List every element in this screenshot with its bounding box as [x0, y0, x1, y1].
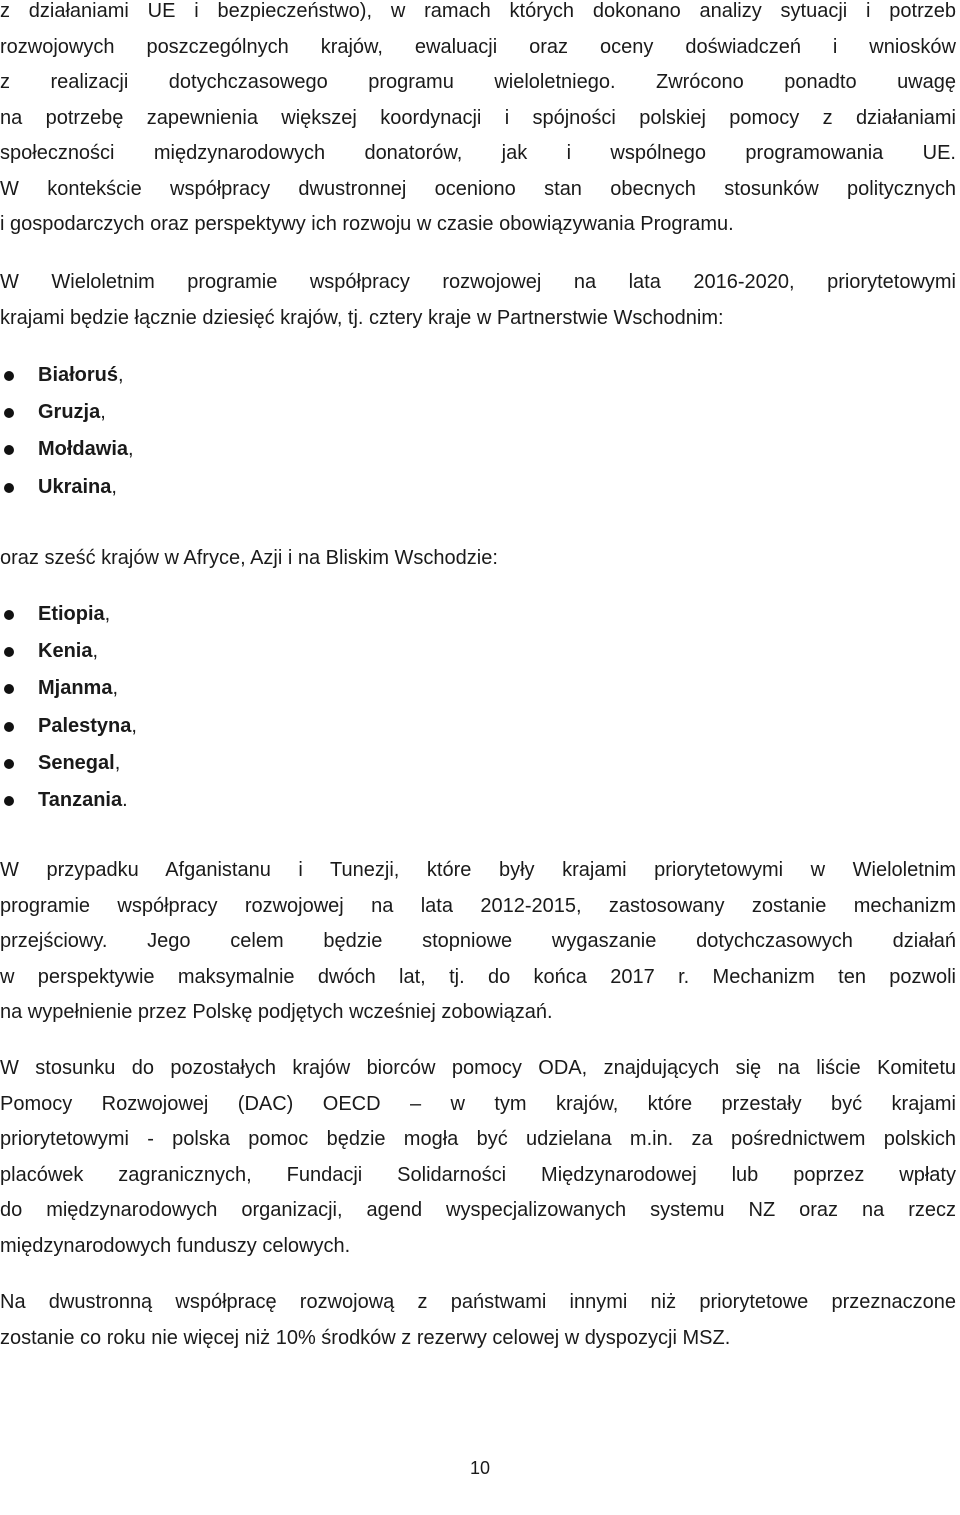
country-name: Etiopia, [38, 603, 111, 625]
country-name: Gruzja, [38, 401, 106, 424]
country-name: Mjanma, [38, 677, 119, 700]
paragraph-transition-mechanism [0, 853, 956, 1031]
text-line: z działaniami UE i bezpieczeństwo), w ramach których dokonano analizy sytuacji i potrzeb [0, 0, 956, 22]
paragraph-other-oda-recipients [0, 1051, 956, 1264]
paragraph-funding-limit [0, 1285, 956, 1356]
page-number: 10 [469, 1458, 491, 1478]
bullet-icon [4, 796, 14, 806]
text-line: na potrzebę zapewnienia większej koordynacji i spójności polskiej pomocy z działaniami [0, 106, 956, 129]
bullet-icon [4, 759, 14, 769]
country-name: Mołdawia, [38, 438, 134, 461]
text-line: do międzynarodowych organizacji, agend wyspecjalizowanych systemu NZ oraz na rzecz [0, 1199, 956, 1221]
country-name: Ukraina, [38, 475, 117, 498]
text-line: W kontekście współpracy dwustronnej oceniono stan obecnych stosunków politycznych [0, 177, 956, 200]
text-line: zostanie co roku nie więcej niż 10% środków z rezerwy celowej w dyspozycji MSZ. [0, 1326, 731, 1349]
text-line: na wypełnienie przez Polskę podjętych wcześniej zobowiązań. [0, 1001, 553, 1023]
text-line: przejściowy. Jego celem będzie stopniowe wygaszanie dotychczasowych działań [0, 930, 956, 952]
paragraph-priority-countries [0, 265, 956, 336]
text-line: W stosunku do pozostałych krajów biorców pomocy ODA, znajdujących się na liście Komitetu [0, 1057, 956, 1079]
text-line: społeczności międzynarodowych donatorów, jak i wspólnego programowania UE. [0, 142, 956, 164]
text-line: W Wieloletnim programie współpracy rozwojowej na lata 2016-2020, priorytetowymi [0, 271, 956, 293]
bullet-icon [4, 483, 14, 493]
country-name: Białoruś, [38, 364, 124, 386]
text-line: placówek zagranicznych, Fundacji Solidarności Międzynarodowej lub poprzez wpłaty [0, 1163, 956, 1186]
text-line: z realizacji dotychczasowego programu wieloletniego. Zwrócono ponadto uwagę [0, 71, 956, 93]
text-line: w perspektywie maksymalnie dwóch lat, tj. do końca 2017 r. Mechanizm ten pozwoli [0, 965, 956, 988]
bullet-icon [4, 684, 14, 694]
bullet-icon [4, 722, 14, 732]
country-name: Kenia, [38, 640, 99, 663]
text-line: Na dwustronną współpracę rozwojową z państwami innymi niż priorytetowe przeznaczone [0, 1291, 956, 1313]
text-line: oraz sześć krajów w Afryce, Azji i na Bliskim Wschodzie: [0, 547, 498, 569]
bullet-icon [4, 647, 14, 657]
country-name: Palestyna, [38, 714, 137, 737]
bullet-icon [4, 408, 14, 418]
paragraph-context [0, 0, 956, 243]
text-line: priorytetowymi - polska pomoc będzie mogła być udzielana m.in. za pośrednictwem polskich [0, 1128, 956, 1150]
text-line: programie współpracy rozwojowej na lata 2012-2015, zastosowany zostanie mechanizm [0, 894, 956, 917]
text-line: rozwojowych poszczególnych krajów, ewaluacji oraz oceny doświadczeń i wniosków [0, 35, 956, 58]
text-line: Pomocy Rozwojowej (DAC) OECD – w tym krajów, które przestały być krajami [0, 1092, 956, 1115]
country-name: Tanzania. [38, 788, 128, 811]
bullet-icon [4, 445, 14, 455]
text-line: międzynarodowych funduszy celowych. [0, 1234, 351, 1257]
paragraph-other-countries-intro [0, 541, 956, 577]
bullet-icon [4, 371, 14, 381]
text-line: krajami będzie łącznie dziesięć krajów, tj. cztery kraje w Partnerstwie Wschodnim: [0, 306, 724, 329]
bullet-icon [4, 610, 14, 620]
text-line: i gospodarczych oraz perspektywy ich rozwoju w czasie obowiązywania Programu. [0, 213, 734, 235]
text-line: W przypadku Afganistanu i Tunezji, które były krajami priorytetowymi w Wieloletnim [0, 859, 956, 881]
country-name: Senegal, [38, 751, 121, 774]
